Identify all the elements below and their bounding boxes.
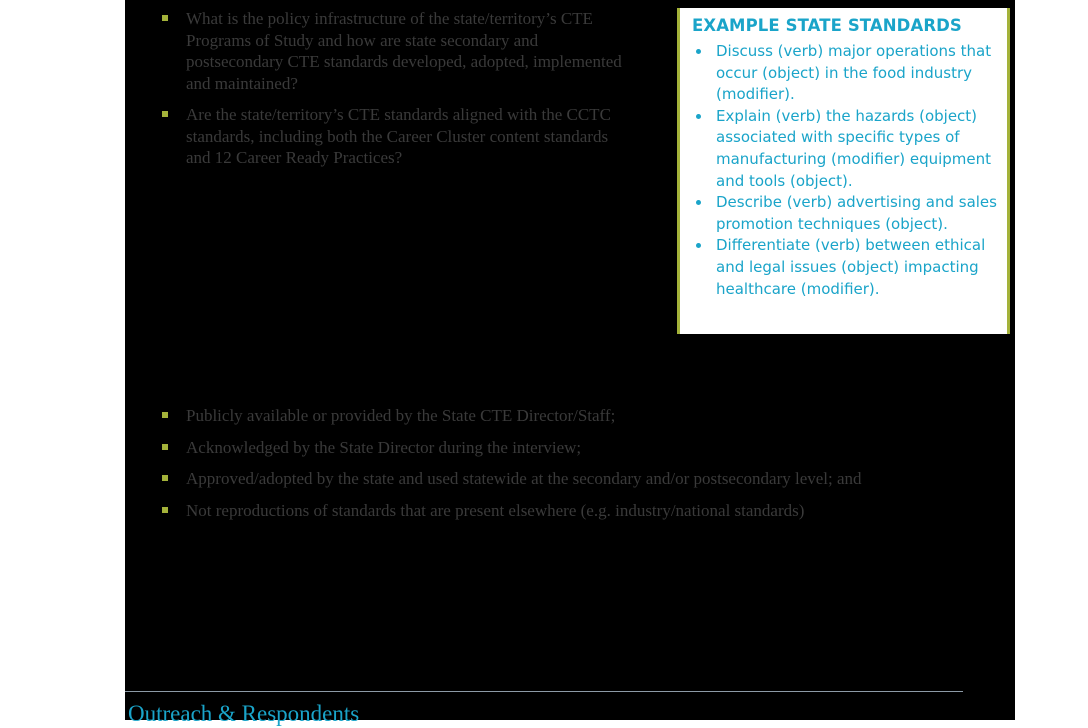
- section-divider: [125, 691, 963, 692]
- question-text: What is the policy infrastructure of the state/territory’s CTE Programs of Study and how are state secondary and postsecondary CTE standards developed, adopted, implemented and maintained?: [186, 9, 622, 93]
- dot-bullet-icon: [696, 200, 701, 205]
- list-item: [125, 8, 625, 94]
- list-item: [125, 437, 905, 459]
- criterion-text: Acknowledged by the State Director during the interview;: [186, 437, 582, 457]
- dot-bullet-icon: [696, 49, 701, 54]
- list-item: [125, 500, 905, 522]
- criterion-text: Approved/adopted by the state and used statewide at the secondary and/or postsecondary level; and: [186, 469, 862, 488]
- criteria-list: [125, 405, 905, 531]
- list-item: [125, 468, 905, 490]
- list-item: [692, 235, 1004, 300]
- question-text: Are the state/territory’s CTE standards aligned with the CCTC standards, including both the Career Cluster content standards and 12 Career Ready Practices?: [186, 105, 611, 167]
- standard-text: Explain (verb) the hazards (object) associated with specific types of manufacturing (modifier) equipment and tools (object).: [716, 106, 992, 190]
- criterion-text: Publicly available or provided by the State CTE Director/Staff;: [186, 406, 616, 425]
- standard-text: Differentiate (verb) between ethical and legal issues (object) impacting healthcare (modifier).: [716, 236, 986, 298]
- square-bullet-icon: [162, 507, 168, 513]
- list-item: [125, 104, 625, 169]
- research-questions-list: [125, 8, 625, 179]
- square-bullet-icon: [162, 111, 168, 117]
- list-item: [692, 192, 1004, 235]
- content-area: [125, 0, 1015, 726]
- example-standards-list: [692, 41, 1004, 300]
- dot-bullet-icon: [696, 243, 701, 248]
- standard-text: Discuss (verb) major operations that occur (object) in the food industry (modifier).: [716, 42, 992, 104]
- list-item: [125, 405, 905, 427]
- list-item: [692, 41, 1004, 106]
- dot-bullet-icon: [696, 114, 701, 119]
- square-bullet-icon: [162, 444, 168, 450]
- square-bullet-icon: [162, 412, 168, 418]
- square-bullet-icon: [162, 15, 168, 21]
- square-bullet-icon: [162, 475, 168, 481]
- sidebar-title: EXAMPLE STATE STANDARDS: [692, 16, 962, 35]
- standard-text: Describe (verb) advertising and sales promotion techniques (object).: [716, 193, 997, 233]
- list-item: [692, 106, 1004, 192]
- example-standards-sidebar: [677, 8, 1010, 334]
- section-heading: Outreach & Respondents: [128, 701, 360, 726]
- criterion-text: Not reproductions of standards that are present elsewhere (e.g. industry/national standards): [186, 500, 805, 520]
